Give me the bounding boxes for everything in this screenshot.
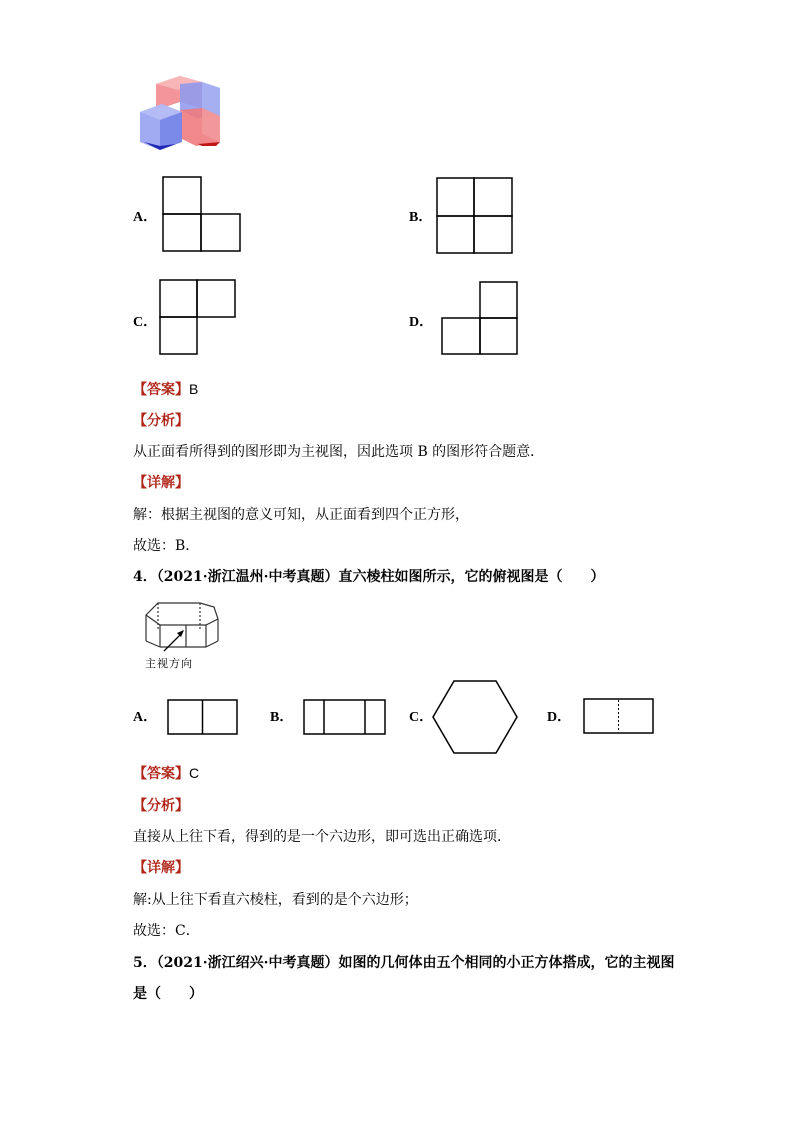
q4-option-a-figure bbox=[167, 699, 239, 735]
answer-value: B bbox=[189, 381, 199, 397]
q4-option-d-figure bbox=[583, 698, 655, 734]
q4-option-b-label[interactable]: B． bbox=[270, 710, 294, 725]
q4-option-d-label[interactable]: D． bbox=[547, 710, 572, 725]
q4-option-c-label[interactable]: C． bbox=[409, 710, 434, 725]
q4-option-a-label[interactable]: A． bbox=[133, 710, 158, 725]
analysis-tag: 【分析】 bbox=[133, 413, 189, 429]
q3-answer-row bbox=[133, 379, 198, 399]
q3-option-b-label[interactable]: B． bbox=[409, 210, 433, 225]
cube-figure bbox=[136, 72, 226, 154]
q3-option-c-figure bbox=[159, 279, 237, 355]
q3-option-d-figure bbox=[441, 281, 519, 355]
question-5-title-line1: 5．（2021·浙江绍兴·中考真题）如图的几何体由五个相同的小正方体搭成，它的主视图 bbox=[133, 955, 675, 971]
detail-tag: 【详解】 bbox=[133, 475, 189, 491]
answer-tag: 【答案】 bbox=[133, 382, 189, 398]
analysis-text: 直接从上往下看，得到的是一个六边形，即可选出正确选项． bbox=[133, 829, 511, 845]
hexagonal-prism-figure bbox=[142, 597, 222, 655]
answer-value: C bbox=[189, 765, 200, 781]
question-4-title: 4．（2021·浙江温州·中考真题）直六棱柱如图所示，它的俯视图是（ ） bbox=[133, 569, 605, 585]
analysis-text: 从正面看所得到的图形即为主视图，因此选项 B 的图形符合题意． bbox=[133, 444, 545, 460]
analysis-tag: 【分析】 bbox=[133, 798, 189, 814]
answer-tag: 【答案】 bbox=[133, 766, 189, 782]
q3-option-c-label[interactable]: C． bbox=[133, 315, 158, 330]
figure-caption: 主视方向 bbox=[145, 657, 193, 670]
detail-text-line2: 故选：C． bbox=[133, 923, 200, 939]
detail-tag: 【详解】 bbox=[133, 860, 189, 876]
q3-option-a-label[interactable]: A． bbox=[133, 210, 158, 225]
q3-option-d-label[interactable]: D． bbox=[409, 315, 434, 330]
q3-option-b-figure bbox=[436, 177, 514, 255]
detail-text-line1: 解：根据主视图的意义可知，从正面看到四个正方形， bbox=[133, 507, 469, 523]
question-5-title-line2: 是（ ） bbox=[133, 986, 203, 1002]
detail-text-line1: 解:从上往下看直六棱柱，看到的是个六边形； bbox=[133, 892, 418, 908]
q4-option-c-figure bbox=[432, 680, 518, 754]
q4-answer-row bbox=[133, 763, 199, 783]
detail-text-line2: 故选：B． bbox=[133, 538, 200, 554]
q4-option-b-figure bbox=[303, 699, 387, 735]
q3-option-a-figure bbox=[162, 176, 242, 252]
